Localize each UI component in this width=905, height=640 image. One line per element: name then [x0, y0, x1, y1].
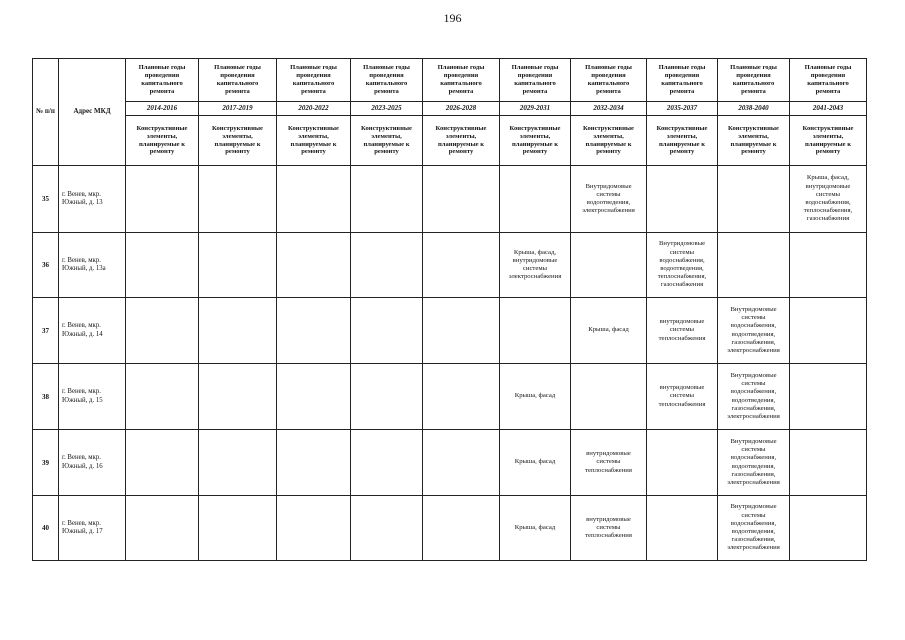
table-row	[33, 298, 867, 364]
period-years-header: 2041-2043	[790, 102, 867, 116]
table-row	[33, 364, 867, 430]
elements-header: Конструктивные элементы, планируемые к ремонту	[199, 116, 277, 166]
planned-work-cell	[126, 364, 199, 430]
planned-work-cell: внутридомовые системы теплоснабжения	[571, 430, 647, 496]
period-years-header: 2020-2022	[277, 102, 351, 116]
planned-work-cell	[199, 364, 277, 430]
planned-work-cell	[351, 430, 423, 496]
planned-work-cell: Крыша, фасад	[500, 496, 571, 561]
planned-work-cell	[277, 298, 351, 364]
planned-work-cell	[647, 496, 718, 561]
planned-work-cell	[500, 166, 571, 233]
capital-repair-schedule-table	[32, 58, 867, 561]
table-row	[33, 496, 867, 561]
planned-work-cell	[790, 233, 867, 298]
page-number: 196	[443, 11, 462, 25]
planned-work-cell	[277, 430, 351, 496]
planned-work-cell	[647, 166, 718, 233]
planned-work-cell	[277, 166, 351, 233]
planned-work-cell	[351, 496, 423, 561]
planned-work-cell	[199, 166, 277, 233]
elements-header: Конструктивные элементы, планируемые к ремонту	[571, 116, 647, 166]
elements-header: Конструктивные элементы, планируемые к ремонту	[277, 116, 351, 166]
planned-work-cell: внутридомовые системы теплоснабжения	[647, 298, 718, 364]
row-number-cell: 38	[33, 364, 59, 430]
address-cell: г. Венев, мкр. Южный, д. 17	[59, 496, 126, 561]
period-years-header: 2014-2016	[126, 102, 199, 116]
planned-years-header: Плановые годы проведения капитального ремонта	[277, 59, 351, 102]
address-cell: г. Венев, мкр. Южный, д. 16	[59, 430, 126, 496]
planned-work-cell	[571, 364, 647, 430]
planned-work-cell	[126, 496, 199, 561]
planned-work-cell	[126, 166, 199, 233]
planned-work-cell	[790, 298, 867, 364]
planned-work-cell	[126, 298, 199, 364]
planned-work-cell	[199, 298, 277, 364]
planned-work-cell: Крыша, фасад	[500, 430, 571, 496]
planned-work-cell	[718, 166, 790, 233]
period-years-header: 2038-2040	[718, 102, 790, 116]
planned-work-cell	[718, 233, 790, 298]
address-cell: г. Венев, мкр. Южный, д. 15	[59, 364, 126, 430]
planned-work-cell	[790, 430, 867, 496]
elements-header: Конструктивные элементы, планируемые к ремонту	[423, 116, 500, 166]
row-number-cell: 37	[33, 298, 59, 364]
planned-years-header: Плановые годы проведения капитального ремонта	[571, 59, 647, 102]
row-number-cell: 39	[33, 430, 59, 496]
planned-work-cell	[423, 496, 500, 561]
planned-work-cell	[423, 364, 500, 430]
planned-work-cell: внутридомовые системы теплоснабжения	[647, 364, 718, 430]
table-row	[33, 430, 867, 496]
header-row-elements	[33, 116, 867, 166]
planned-work-cell	[277, 364, 351, 430]
planned-work-cell: Внутридомовые системы водоснабжения, водоотведения, газоснабжения, электроснабжения	[718, 298, 790, 364]
elements-header: Конструктивные элементы, планируемые к ремонту	[647, 116, 718, 166]
planned-work-cell	[351, 298, 423, 364]
period-years-header: 2023-2025	[351, 102, 423, 116]
row-number-cell: 40	[33, 496, 59, 561]
planned-work-cell: Крыша, фасад, внутридомовые системы водоснабжения, теплоснабжения, газоснабжения	[790, 166, 867, 233]
number-column-header: № п/п	[33, 59, 59, 166]
planned-work-cell	[199, 496, 277, 561]
period-years-header: 2029-2031	[500, 102, 571, 116]
elements-header: Конструктивные элементы, планируемые к ремонту	[718, 116, 790, 166]
planned-work-cell: Внутридомовые системы водоотведения, электроснабжения	[571, 166, 647, 233]
table-row	[33, 233, 867, 298]
planned-work-cell	[351, 364, 423, 430]
row-number-cell: 35	[33, 166, 59, 233]
planned-years-header: Плановые годы проведения капитального ремонта	[647, 59, 718, 102]
planned-work-cell: Внутридомовые системы водоснабжения, водоотведения, газоснабжения, электроснабжения	[718, 364, 790, 430]
elements-header: Конструктивные элементы, планируемые к ремонту	[126, 116, 199, 166]
planned-work-cell	[351, 233, 423, 298]
planned-work-cell: Крыша, фасад, внутридомовые системы электроснабжения	[500, 233, 571, 298]
planned-work-cell: Внутридомовые системы водоснабжения, водоотведения, газоснабжения, электроснабжения	[718, 496, 790, 561]
period-years-header: 2017-2019	[199, 102, 277, 116]
planned-work-cell: внутридомовые системы теплоснабжения	[571, 496, 647, 561]
planned-work-cell	[423, 233, 500, 298]
planned-work-cell	[277, 496, 351, 561]
elements-header: Конструктивные элементы, планируемые к ремонту	[790, 116, 867, 166]
planned-work-cell	[199, 233, 277, 298]
planned-work-cell	[423, 298, 500, 364]
address-cell: г. Венев, мкр. Южный, д. 13	[59, 166, 126, 233]
planned-years-header: Плановые годы проведения капитального ремонта	[423, 59, 500, 102]
period-years-header: 2032-2034	[571, 102, 647, 116]
period-years-header: 2026-2028	[423, 102, 500, 116]
planned-years-header: Плановые годы проведения капитального ремонта	[351, 59, 423, 102]
elements-header: Конструктивные элементы, планируемые к ремонту	[500, 116, 571, 166]
planned-work-cell	[790, 496, 867, 561]
planned-work-cell: Внутридомовые системы водоснабжения, водоотведения, теплоснабжения, газоснабжения	[647, 233, 718, 298]
planned-work-cell	[647, 430, 718, 496]
planned-work-cell	[126, 430, 199, 496]
planned-work-cell	[351, 166, 423, 233]
table-header	[33, 59, 867, 166]
planned-years-header: Плановые годы проведения капитального ремонта	[126, 59, 199, 102]
elements-header: Конструктивные элементы, планируемые к ремонту	[351, 116, 423, 166]
table-body	[33, 166, 867, 561]
planned-work-cell: Крыша, фасад	[500, 364, 571, 430]
planned-work-cell	[277, 233, 351, 298]
planned-years-header: Плановые годы проведения капитального ремонта	[790, 59, 867, 102]
planned-years-header: Плановые годы проведения капитального ремонта	[199, 59, 277, 102]
planned-work-cell	[423, 430, 500, 496]
planned-years-header: Плановые годы проведения капитального ремонта	[718, 59, 790, 102]
planned-work-cell: Внутридомовые системы водоснабжения, водоотведения, газоснабжения, электроснабжения	[718, 430, 790, 496]
planned-work-cell	[500, 298, 571, 364]
header-row-periods	[33, 102, 867, 116]
planned-work-cell	[423, 166, 500, 233]
planned-work-cell: Крыша, фасад	[571, 298, 647, 364]
planned-years-header: Плановые годы проведения капитального ремонта	[500, 59, 571, 102]
address-cell: г. Венев, мкр. Южный, д. 13а	[59, 233, 126, 298]
row-number-cell: 36	[33, 233, 59, 298]
planned-work-cell	[571, 233, 647, 298]
header-row-planned-years	[33, 59, 867, 102]
period-years-header: 2035-2037	[647, 102, 718, 116]
address-cell: г. Венев, мкр. Южный, д. 14	[59, 298, 126, 364]
address-column-header: Адрес МКД	[59, 59, 126, 166]
table-row	[33, 166, 867, 233]
planned-work-cell	[199, 430, 277, 496]
planned-work-cell	[126, 233, 199, 298]
planned-work-cell	[790, 364, 867, 430]
